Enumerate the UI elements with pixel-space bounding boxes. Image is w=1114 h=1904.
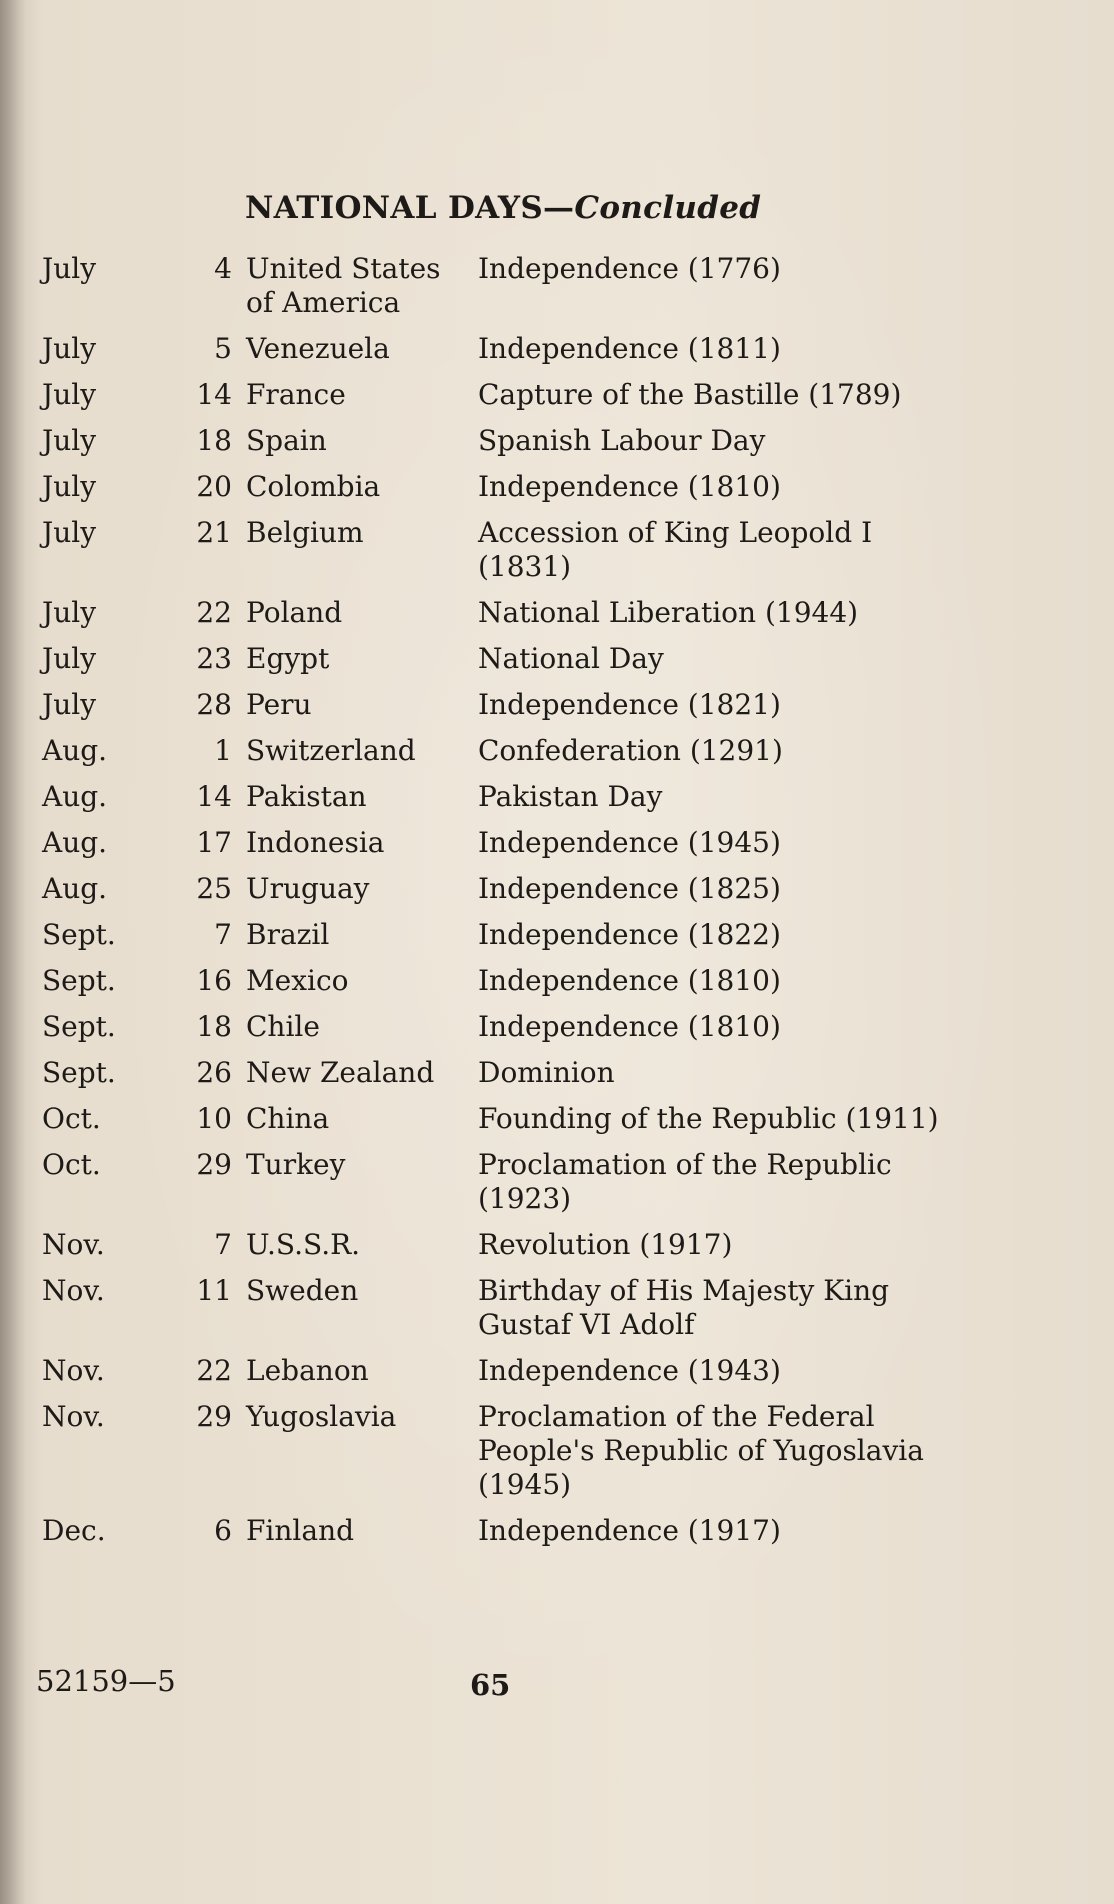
entry-occasion: Independence (1943): [478, 1354, 781, 1387]
entry-country: China: [246, 1102, 330, 1135]
entry-day: 22: [196, 596, 232, 629]
entry-country: Lebanon: [246, 1354, 369, 1387]
list-item: [42, 1274, 972, 1342]
entry-day: 10: [196, 1102, 232, 1135]
list-item: [42, 872, 972, 906]
list-item: [42, 378, 972, 412]
entry-day: 17: [196, 826, 232, 859]
entry-occasion: Independence (1822): [478, 918, 781, 951]
entry-occasion: Confederation (1291): [478, 734, 783, 767]
entry-month: Sept.: [42, 1010, 116, 1043]
entry-month: Aug.: [42, 734, 108, 767]
page-title-main: NATIONAL DAYS—: [245, 190, 575, 226]
entry-month: Nov.: [42, 1228, 105, 1261]
entry-country: Yugoslavia: [246, 1400, 397, 1433]
entry-day: 23: [196, 642, 232, 675]
entry-country: United States of America: [246, 252, 441, 319]
entry-occasion: Independence (1945): [478, 826, 781, 859]
entry-month: July: [42, 332, 97, 365]
entry-occasion: Independence (1811): [478, 332, 781, 365]
list-item: [42, 688, 972, 722]
entry-country: Belgium: [246, 516, 364, 549]
entry-month: July: [42, 642, 97, 675]
entry-country: Spain: [246, 424, 327, 457]
entry-occasion: Capture of the Bastille (1789): [478, 378, 902, 411]
entry-occasion: Revolution (1917): [478, 1228, 733, 1261]
entry-country: New Zealand: [246, 1056, 435, 1089]
entry-country: Uruguay: [246, 872, 370, 905]
entry-month: Dec.: [42, 1514, 106, 1547]
list-item: [42, 1514, 972, 1548]
entry-country: Colombia: [246, 470, 381, 503]
page-spine-shadow: [0, 0, 26, 1904]
entry-day: 16: [196, 964, 232, 997]
entry-month: Nov.: [42, 1400, 105, 1433]
entry-country: France: [246, 378, 346, 411]
list-item: [42, 516, 972, 584]
list-item: [42, 734, 972, 768]
entry-month: Aug.: [42, 872, 108, 905]
entry-country: Brazil: [246, 918, 330, 951]
entry-occasion: Independence (1917): [478, 1514, 781, 1547]
entry-day: 21: [196, 516, 232, 549]
list-item: [42, 252, 972, 320]
entry-occasion: Independence (1776): [478, 252, 781, 285]
entry-country: Pakistan: [246, 780, 367, 813]
national-days-list: [42, 252, 972, 1560]
entry-occasion: Independence (1825): [478, 872, 781, 905]
entry-month: Nov.: [42, 1354, 105, 1387]
entry-occasion: Independence (1810): [478, 1010, 781, 1043]
list-item: [42, 642, 972, 676]
list-item: [42, 826, 972, 860]
entry-day: 11: [196, 1274, 232, 1307]
entry-day: 1: [214, 734, 232, 767]
entry-day: 14: [196, 780, 232, 813]
entry-country: Poland: [246, 596, 343, 629]
entry-occasion: Pakistan Day: [478, 780, 663, 813]
entry-day: 25: [196, 872, 232, 905]
entry-occasion: Proclamation of the Republic (1923): [478, 1148, 892, 1215]
entry-month: July: [42, 378, 97, 411]
entry-day: 18: [196, 1010, 232, 1043]
page-title-subtitle: Concluded: [574, 190, 762, 226]
entry-country: Venezuela: [246, 332, 390, 365]
entry-country: Finland: [246, 1514, 355, 1547]
entry-month: July: [42, 470, 97, 503]
entry-month: Nov.: [42, 1274, 105, 1307]
entry-month: July: [42, 252, 97, 285]
entry-day: 29: [196, 1148, 232, 1181]
list-item: [42, 596, 972, 630]
entry-occasion: National Day: [478, 642, 664, 675]
entry-occasion: Proclamation of the Federal People's Republic of Yugoslavia (1945): [478, 1400, 924, 1501]
entry-occasion: Dominion: [478, 1056, 615, 1089]
entry-day: 7: [214, 918, 232, 951]
list-item: [42, 1354, 972, 1388]
entry-country: Chile: [246, 1010, 320, 1043]
entry-occasion: Independence (1810): [478, 964, 781, 997]
list-item: [42, 1010, 972, 1044]
entry-month: Sept.: [42, 1056, 116, 1089]
entry-day: 6: [214, 1514, 232, 1547]
list-item: [42, 918, 972, 952]
entry-occasion: Spanish Labour Day: [478, 424, 766, 457]
entry-country: Egypt: [246, 642, 330, 675]
entry-month: Oct.: [42, 1102, 101, 1135]
entry-month: July: [42, 596, 97, 629]
entry-occasion: Independence (1821): [478, 688, 781, 721]
entry-occasion: Independence (1810): [478, 470, 781, 503]
entry-country: U.S.S.R.: [246, 1228, 361, 1261]
entry-occasion: National Liberation (1944): [478, 596, 859, 629]
entry-day: 14: [196, 378, 232, 411]
list-item: [42, 1056, 972, 1090]
entry-month: Oct.: [42, 1148, 101, 1181]
entry-day: 4: [214, 252, 232, 285]
list-item: [42, 964, 972, 998]
entry-day: 20: [196, 470, 232, 503]
entry-country: Sweden: [246, 1274, 359, 1307]
entry-occasion: Accession of King Leopold I (1831): [478, 516, 873, 583]
entry-country: Switzerland: [246, 734, 416, 767]
entry-occasion: Birthday of His Majesty King Gustaf VI Adolf: [478, 1274, 890, 1341]
entry-country: Mexico: [246, 964, 349, 997]
entry-month: July: [42, 424, 97, 457]
entry-month: Sept.: [42, 918, 116, 951]
list-item: [42, 1228, 972, 1262]
footer-code: 52159—5: [36, 1664, 176, 1698]
entry-day: 29: [196, 1400, 232, 1433]
list-item: [42, 470, 972, 504]
entry-day: 22: [196, 1354, 232, 1387]
entry-day: 28: [196, 688, 232, 721]
entry-day: 18: [196, 424, 232, 457]
entry-month: Sept.: [42, 964, 116, 997]
entry-country: Indonesia: [246, 826, 385, 859]
list-item: [42, 1102, 972, 1136]
entry-country: Turkey: [246, 1148, 346, 1181]
entry-month: July: [42, 516, 97, 549]
entry-month: July: [42, 688, 97, 721]
page-title: [245, 190, 761, 226]
page-number: 65: [470, 1668, 511, 1702]
entry-day: 7: [214, 1228, 232, 1261]
list-item: [42, 1400, 972, 1502]
entry-day: 5: [214, 332, 232, 365]
entry-month: Aug.: [42, 780, 108, 813]
entry-country: Peru: [246, 688, 312, 721]
list-item: [42, 1148, 972, 1216]
list-item: [42, 780, 972, 814]
list-item: [42, 424, 972, 458]
list-item: [42, 332, 972, 366]
entry-occasion: Founding of the Republic (1911): [478, 1102, 939, 1135]
entry-month: Aug.: [42, 826, 108, 859]
entry-day: 26: [196, 1056, 232, 1089]
